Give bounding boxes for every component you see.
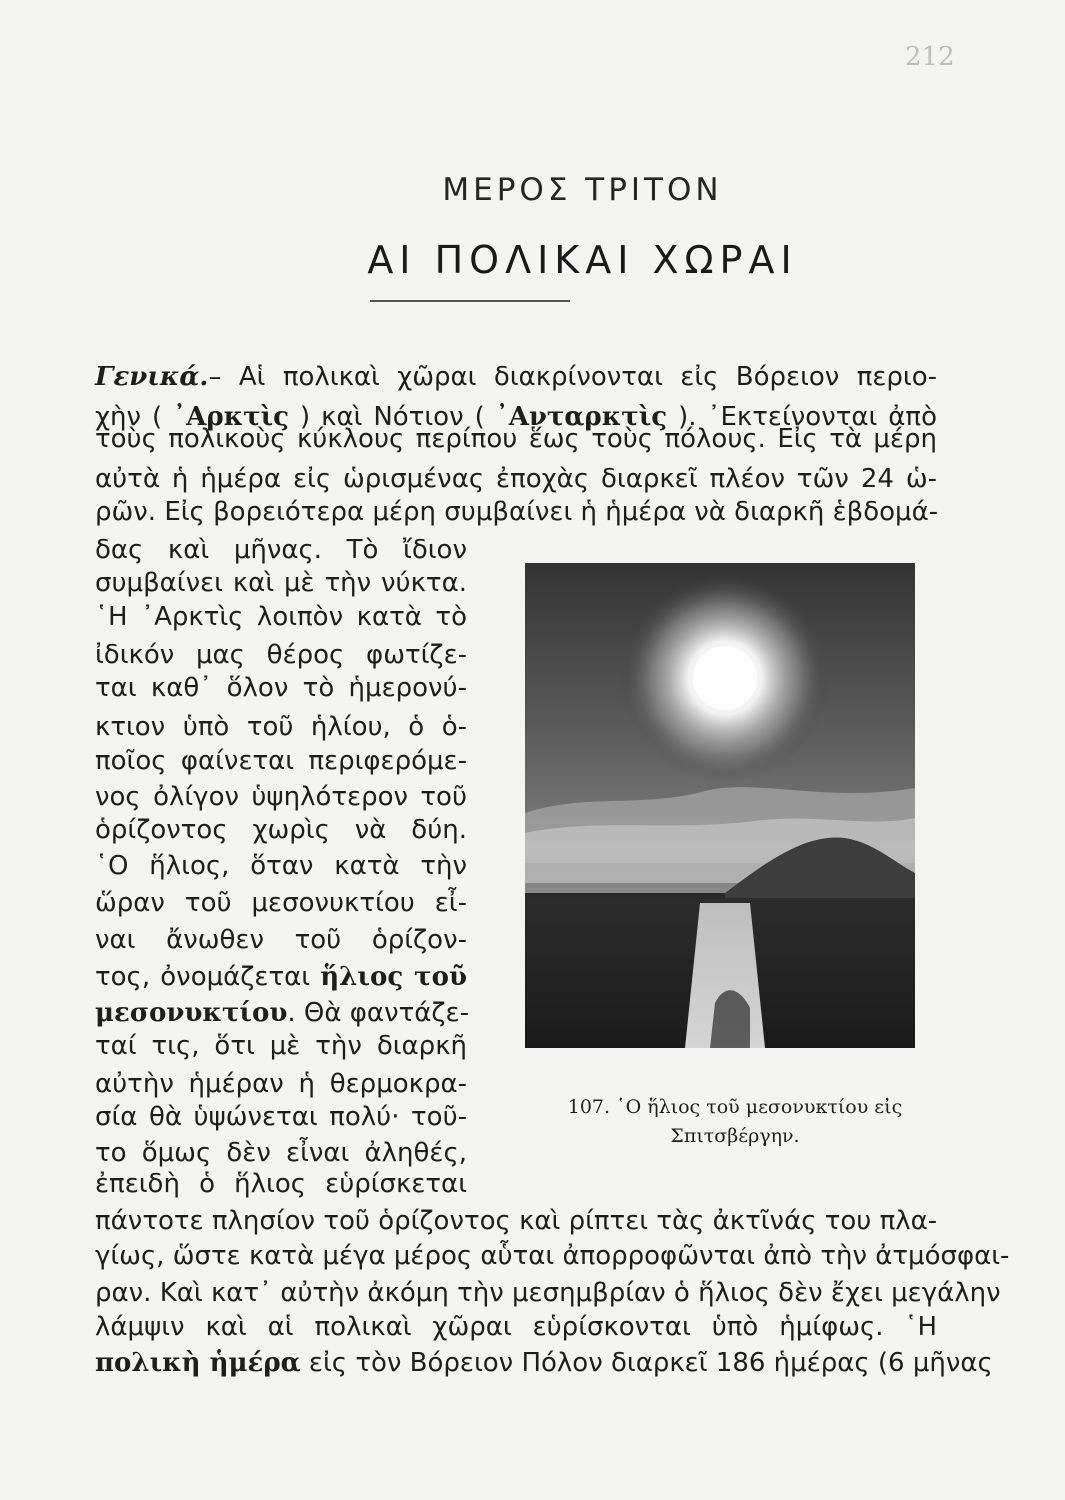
term-helios: ἥλιος τοῦ [320, 962, 467, 992]
text-line-17: ναι ἄνωθεν τοῦ ὁρίζον- [95, 925, 467, 955]
lead-word: Γενικά. [95, 362, 209, 392]
midnight-sun-illustration [525, 563, 915, 1048]
sun [693, 646, 757, 710]
text-line-6: δας καὶ μῆνας. Τὸ ἴδιον [95, 535, 467, 565]
figure-caption-line-2: Σπιτσβέργην. [670, 1125, 800, 1147]
text-line-19: μεσονυκτίου. Θὰ φαντάζε- [95, 998, 469, 1028]
text-line-18: τος, ὀνομάζεται ἥλιος τοῦ [95, 962, 467, 992]
midnight-sun-photo [525, 563, 915, 1048]
title-divider [370, 300, 570, 302]
text-line-7: συμβαίνει καὶ μὲ τὴν νύκτα. [95, 568, 467, 598]
text-line-11: κτιον ὑπὸ τοῦ ἡλίου, ὁ ὁ- [95, 712, 467, 742]
text-line-3: τοὺς πολικοὺς κύκλους περίπου ἕως τοὺς πόλους. Εἰς τὰ μέρη [95, 424, 937, 454]
text-line-20: ταί τις, ὅτι μὲ τὴν διαρκῆ [95, 1031, 467, 1061]
text-line-4: αὐτὰ ἡ ἡμέρα εἰς ὡρισμένας ἐποχὰς διαρκεῖ πλέον τῶν 24 ὡ- [95, 464, 937, 494]
text-line-29: πολικὴ ἡμέρα εἰς τὸν Βόρειον Πόλον διαρκεῖ 186 ἡμέρας (6 μῆνας [95, 1348, 993, 1378]
text-line-10: ται καθ᾿ ὅλον τὸ ἡμερονύ- [95, 673, 467, 703]
text-line-14: ὁρίζοντος χωρὶς νὰ δύη. [95, 815, 467, 845]
text-line-24: ἐπειδὴ ὁ ἥλιος εὑρίσκεται [95, 1169, 467, 1199]
text-line-1: Γενικά.– Αἱ πολικαὶ χῶραι διακρίνονται εἰς Βόρειον περιο- [95, 362, 937, 392]
text-line-12: ποῖος φαίνεται περιφερόμε- [95, 746, 467, 776]
text-line-28: λάμψιν καὶ αἱ πολικαὶ χῶραι εὑρίσκονται ὑπὸ ἡμίφως. ῾Η [95, 1312, 937, 1342]
text-line-15: ῾Ο ἥλιος, ὅταν κατὰ τὴν [95, 851, 467, 881]
text-line-26: γίως, ὥστε κατὰ μέγα μέρος αὗται ἀπορροφῶνται ἀπὸ τὴν ἀτμόσφαι- [95, 1241, 1010, 1271]
text-line-2: χὴν ( ᾿Αρκτὶς ) καὶ Νότιον ( ᾿Ανταρκτὶς ). ᾿Εκτείνονται ἀπὸ [95, 402, 937, 432]
text-line-22: σία θὰ ὑψώνεται πολύ· τοῦ- [95, 1102, 467, 1132]
term-arktis: ᾿Αρκτὶς [173, 402, 289, 432]
term-polar-day: πολικὴ ἡμέρα [95, 1348, 301, 1378]
page-number: 212 [905, 42, 955, 72]
term-antarktis: ᾿Ανταρκτὶς [495, 402, 668, 432]
text-line-8: ῾Η ᾿Αρκτὶς λοιπὸν κατὰ τὸ [95, 602, 467, 632]
text-line-25: πάντοτε πλησίον τοῦ ὁρίζοντος καὶ ρίπτει τὰς ἀκτῖνάς του πλα- [95, 1206, 938, 1236]
text-line-9: ἰδικόν μας θέρος φωτίζε- [95, 640, 467, 670]
chapter-title: ΑΙ ΠΟΛΙΚΑΙ ΧΩΡΑΙ [367, 238, 798, 282]
text-line-5: ρῶν. Εἰς βορειότερα μέρη συμβαίνει ἡ ἡμέρα νὰ διαρκῆ ἑβδομά- [95, 497, 939, 527]
part-label: ΜΕΡΟΣ ΤΡΙΤΟΝ [442, 172, 723, 208]
text-line-23: το ὅμως δὲν εἶναι ἀληθές, [95, 1138, 467, 1168]
text-line-16: ὥραν τοῦ μεσονυκτίου εἶ- [95, 888, 467, 918]
figure-caption-line-1: 107. ῾Ο ἥλιος τοῦ μεσονυκτίου εἰς [567, 1096, 903, 1118]
term-mesonyktiou: μεσονυκτίου [95, 998, 288, 1028]
text-line-27: ραν. Καὶ κατ᾿ αὐτὴν ἀκόμη τὴν μεσημβρίαν ὁ ἥλιος δὲν ἔχει μεγάλην [95, 1278, 1001, 1308]
text-line-21: αὐτὴν ἡμέραν ἡ θερμοκρα- [95, 1069, 467, 1099]
text-line-13: νος ὀλίγον ὑψηλότερον τοῦ [95, 782, 467, 812]
